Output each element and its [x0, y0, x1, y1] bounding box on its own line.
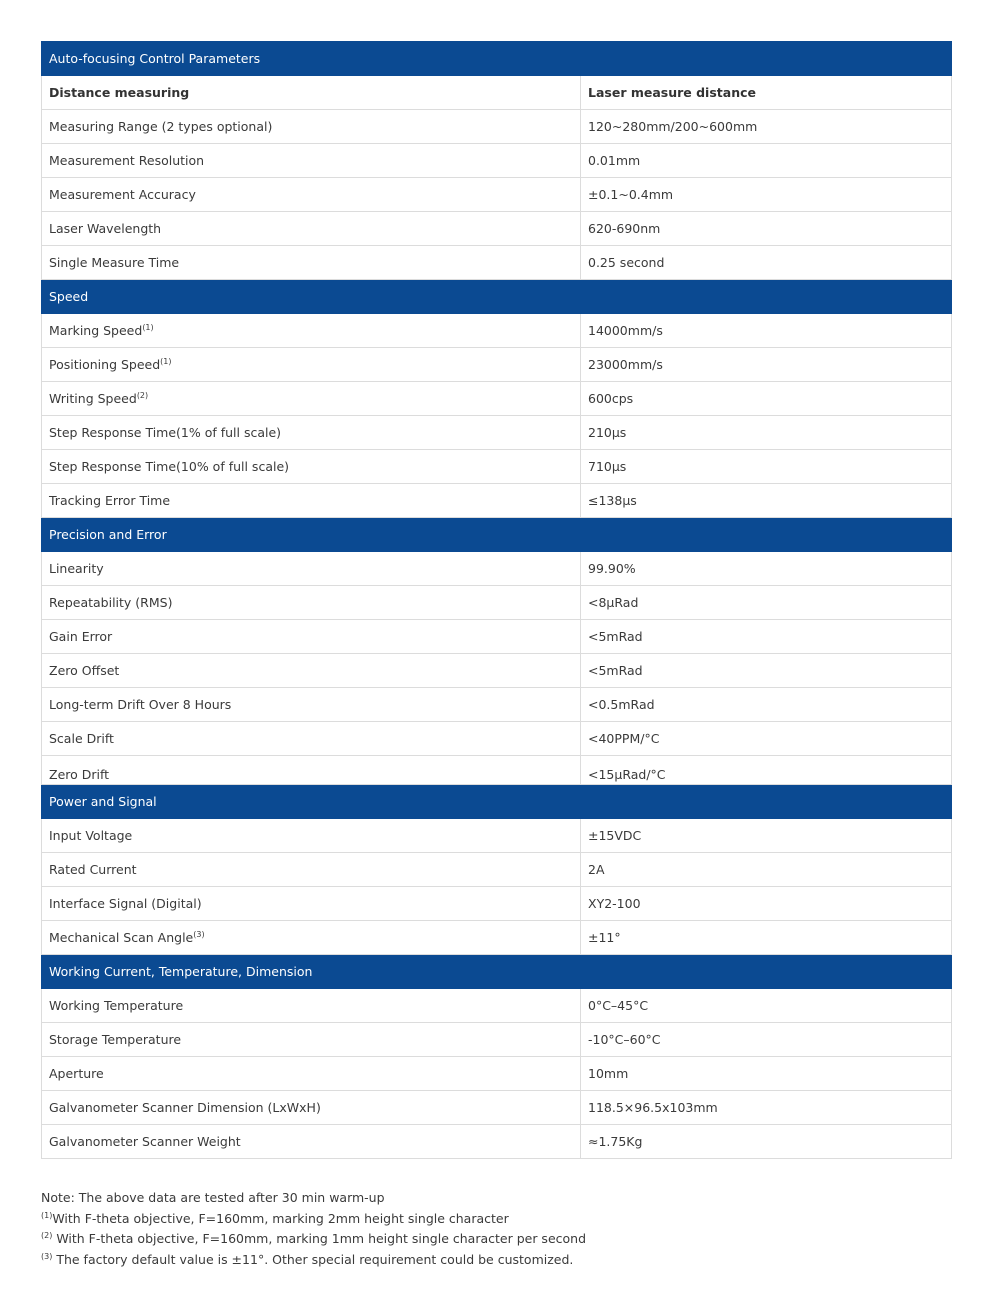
param-name: Repeatability (RMS) [49, 595, 173, 610]
table-row [42, 722, 952, 756]
table-row [42, 110, 952, 144]
param-name-cell [42, 722, 581, 756]
param-name: Measuring Range (2 types optional) [49, 119, 273, 134]
param-value-cell [581, 620, 952, 654]
note-3 [41, 1250, 586, 1271]
note-3-marker: (3) [41, 1251, 53, 1261]
param-name-cell [42, 989, 581, 1023]
param-name-cell [42, 178, 581, 212]
param-value: 210μs [588, 425, 627, 440]
param-name: Measurement Resolution [49, 153, 205, 168]
param-value-cell [581, 178, 952, 212]
column-header-row [42, 76, 952, 110]
param-name-cell [42, 314, 581, 348]
param-value: <40PPM/°C [588, 731, 660, 746]
param-value-cell [581, 484, 952, 518]
param-name: Zero Drift [49, 767, 110, 782]
param-name: Scale Drift [49, 731, 114, 746]
param-name: Step Response Time(1% of full scale) [49, 425, 282, 440]
param-value: <0.5mRad [588, 697, 655, 712]
param-name: Single Measure Time [49, 255, 180, 270]
note-2-marker: (2) [41, 1230, 53, 1240]
param-value-cell [581, 348, 952, 382]
param-value-cell [581, 921, 952, 955]
param-name: Positioning Speed [49, 357, 161, 372]
param-value: 118.5×96.5x103mm [588, 1100, 718, 1115]
footnote-marker: (2) [136, 390, 149, 400]
table-row [42, 178, 952, 212]
section-header [42, 955, 952, 989]
param-name-cell [42, 921, 581, 955]
param-value-cell [581, 819, 952, 853]
param-name: Long-term Drift Over 8 Hours [49, 697, 232, 712]
param-value-cell [581, 586, 952, 620]
param-name-cell [42, 1057, 581, 1091]
param-value-cell [581, 450, 952, 484]
param-name-cell [42, 654, 581, 688]
param-name-cell [42, 110, 581, 144]
param-name-cell [42, 688, 581, 722]
param-value-cell [581, 1057, 952, 1091]
note-2-text: With F-theta objective, F=160mm, marking 1mm height single character per second [52, 1231, 587, 1246]
param-value: ≈1.75Kg [588, 1134, 643, 1149]
param-value: ±0.1~0.4mm [588, 187, 674, 202]
param-name-cell [42, 887, 581, 921]
param-value: 0.01mm [588, 153, 641, 168]
param-value-cell [581, 144, 952, 178]
param-value-cell [581, 552, 952, 586]
param-name-cell [42, 819, 581, 853]
param-name: Laser Wavelength [49, 221, 162, 236]
section-title: Working Current, Temperature, Dimension [42, 955, 952, 989]
param-value-cell [581, 246, 952, 280]
param-value-cell [581, 1023, 952, 1057]
note-2 [41, 1229, 586, 1250]
param-value: 620-690nm [588, 221, 661, 236]
notes [41, 1188, 586, 1270]
footnote-marker: (1) [142, 322, 154, 332]
section-title: Auto-focusing Control Parameters [42, 42, 952, 76]
param-value: ±11° [588, 930, 621, 945]
param-name: Gain Error [49, 629, 113, 644]
table-row [42, 416, 952, 450]
param-value-cell [581, 1091, 952, 1125]
table-row [42, 688, 952, 722]
param-name: Aperture [49, 1066, 104, 1081]
param-name-cell [42, 1125, 581, 1159]
param-name: Writing Speed [49, 391, 137, 406]
table-row [42, 348, 952, 382]
note-1-text: With F-theta objective, F=160mm, marking 2mm height single character [52, 1210, 509, 1226]
param-name: Working Temperature [49, 998, 184, 1013]
param-name-cell [42, 756, 581, 785]
param-value: <5mRad [588, 663, 643, 678]
param-value-cell [581, 382, 952, 416]
table-row [42, 620, 952, 654]
table-row [42, 1125, 952, 1159]
param-value: 2A [588, 862, 605, 877]
param-value-cell [581, 654, 952, 688]
param-name: Linearity [49, 561, 104, 576]
param-value-cell [581, 110, 952, 144]
param-value: 23000mm/s [588, 357, 663, 372]
param-name-cell [42, 416, 581, 450]
param-name: Storage Temperature [49, 1032, 182, 1047]
param-value: -10°C–60°C [588, 1032, 661, 1047]
param-value-cell [581, 688, 952, 722]
note-1-marker: (1) [41, 1210, 53, 1220]
table-row [42, 314, 952, 348]
param-name: Input Voltage [49, 828, 133, 843]
table-row [42, 853, 952, 887]
table-row [42, 246, 952, 280]
param-name-cell [42, 1091, 581, 1125]
table-row [42, 819, 952, 853]
section-header [42, 518, 952, 552]
param-value-cell [581, 416, 952, 450]
section-header [42, 42, 952, 76]
param-name-cell [42, 1023, 581, 1057]
section-title: Speed [42, 280, 952, 314]
param-value: 99.90% [588, 561, 636, 576]
param-value-cell [581, 853, 952, 887]
param-value: 10mm [588, 1066, 629, 1081]
param-value-cell [581, 989, 952, 1023]
section-title: Power and Signal [42, 785, 952, 819]
param-name: Marking Speed [49, 323, 143, 338]
param-name: Galvanometer Scanner Weight [49, 1134, 241, 1149]
param-value: ≤138μs [588, 493, 637, 508]
param-name: Galvanometer Scanner Dimension (LxWxH) [49, 1100, 321, 1115]
table-row [42, 921, 952, 955]
param-value: <8μRad [588, 595, 639, 610]
param-value: <5mRad [588, 629, 643, 644]
param-value: ±15VDC [588, 828, 642, 843]
footnote-marker: (1) [160, 356, 172, 366]
section-header [42, 785, 952, 819]
param-name-cell [42, 484, 581, 518]
table-row [42, 552, 952, 586]
param-value-cell [581, 756, 952, 785]
table-row [42, 450, 952, 484]
param-value: XY2-100 [588, 896, 641, 911]
section-header [42, 280, 952, 314]
column-header: Distance measuring [42, 76, 581, 110]
param-name-cell [42, 552, 581, 586]
param-value-cell [581, 1125, 952, 1159]
param-name: Zero Offset [49, 663, 120, 678]
note-main: Note: The above data are tested after 30 min warm-up [41, 1190, 385, 1205]
column-header: Laser measure distance [581, 76, 952, 110]
param-value: 0.25 second [588, 255, 665, 270]
table-row [42, 586, 952, 620]
table-row [42, 1023, 952, 1057]
table-row [42, 144, 952, 178]
param-name-cell [42, 382, 581, 416]
param-name-cell [42, 348, 581, 382]
param-value: 120~280mm/200~600mm [588, 119, 758, 134]
param-name-cell [42, 246, 581, 280]
table-row [42, 654, 952, 688]
table-row [42, 756, 952, 785]
param-name-cell [42, 212, 581, 246]
param-value-cell [581, 722, 952, 756]
param-name-cell [42, 853, 581, 887]
param-value-cell [581, 314, 952, 348]
footnote-marker: (3) [193, 929, 205, 939]
table-row [42, 212, 952, 246]
param-value: 710μs [588, 459, 627, 474]
param-value: <15μRad/°C [588, 767, 666, 782]
note-1 [41, 1209, 586, 1230]
param-name-cell [42, 450, 581, 484]
param-name: Tracking Error Time [49, 493, 171, 508]
table-row [42, 989, 952, 1023]
param-name: Step Response Time(10% of full scale) [49, 459, 290, 474]
spec-table [41, 41, 952, 1159]
param-name: Rated Current [49, 862, 137, 877]
table-row [42, 382, 952, 416]
table-row [42, 1091, 952, 1125]
param-value-cell [581, 887, 952, 921]
table-row [42, 484, 952, 518]
table-row [42, 1057, 952, 1091]
table-row [42, 887, 952, 921]
param-name-cell [42, 144, 581, 178]
param-name: Measurement Accuracy [49, 187, 196, 202]
param-value-cell [581, 212, 952, 246]
note-3-text: The factory default value is ±11°. Other special requirement could be customized. [52, 1251, 574, 1267]
param-name: Interface Signal (Digital) [49, 896, 202, 911]
param-name-cell [42, 586, 581, 620]
param-name: Mechanical Scan Angle [49, 930, 194, 945]
param-value: 600cps [588, 391, 634, 406]
param-name-cell [42, 620, 581, 654]
section-title: Precision and Error [42, 518, 952, 552]
param-value: 14000mm/s [588, 323, 663, 338]
param-value: 0°C–45°C [588, 998, 649, 1013]
